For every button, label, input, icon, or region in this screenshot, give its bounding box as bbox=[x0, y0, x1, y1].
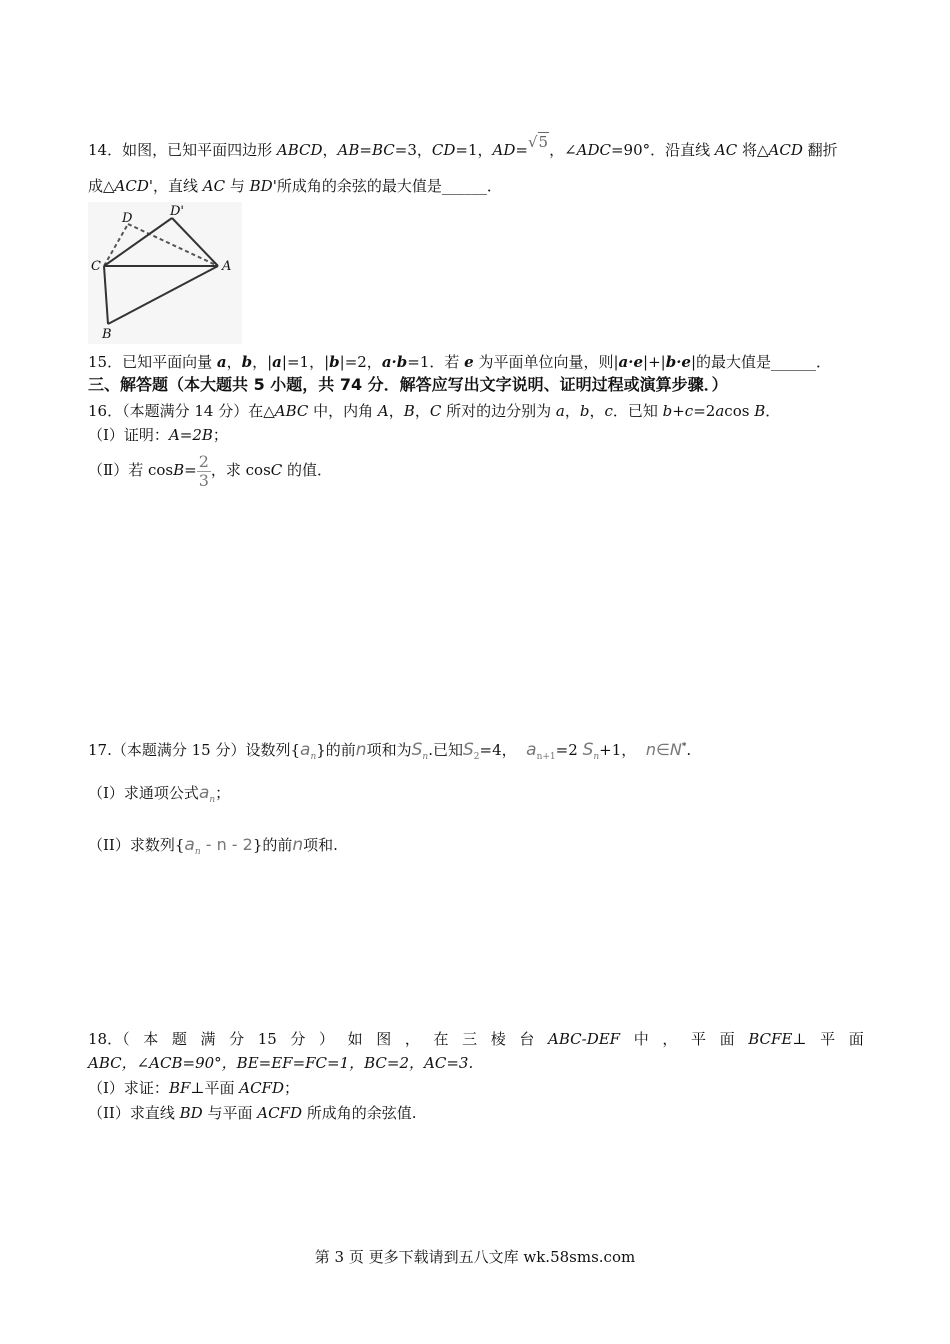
q18-p2b: BD bbox=[179, 1104, 203, 1122]
q18-t5: 15 bbox=[257, 1030, 277, 1048]
q17-p2-n: n bbox=[292, 835, 304, 855]
q15-be: b·e bbox=[665, 353, 691, 371]
q17-p2c: 项和. bbox=[303, 836, 338, 854]
q15-tb: ，| bbox=[252, 353, 273, 371]
q18-p1d: ACFD bbox=[239, 1079, 284, 1097]
q15-ae: a·e bbox=[618, 353, 644, 371]
q16-intro bbox=[88, 401, 780, 421]
q16-ia: 16．（本题满分 14 分）在△ bbox=[88, 402, 275, 420]
q16-p2b: ，求 cos bbox=[210, 461, 271, 479]
q16-ie: =2 bbox=[693, 402, 716, 420]
q17-Sn-sub: n bbox=[593, 752, 600, 762]
q18-t8: 如 bbox=[347, 1030, 363, 1048]
q16-c4: ， bbox=[589, 402, 605, 420]
q17-S2: S bbox=[462, 740, 474, 760]
q14-acd: ACD bbox=[768, 141, 803, 159]
q14-v3: =3， bbox=[394, 141, 432, 159]
q18-t21: 平 bbox=[820, 1030, 836, 1048]
q17-part1 bbox=[88, 780, 230, 813]
q18-p1b: BF bbox=[168, 1079, 191, 1097]
q16-ig: ． bbox=[765, 402, 781, 420]
q14-bdp: BD' bbox=[249, 177, 277, 195]
q15-td: |=2， bbox=[339, 353, 382, 371]
q17-ib: }的前 bbox=[316, 741, 356, 759]
q18-t6: 分 bbox=[290, 1030, 306, 1048]
q18-line1 bbox=[88, 1029, 864, 1049]
q15-tf: 为平面单位向量，则| bbox=[473, 353, 619, 371]
sqrt-symbol: √5 bbox=[527, 133, 549, 151]
q17-an: a bbox=[300, 740, 311, 760]
q18-part2 bbox=[88, 1103, 417, 1123]
q16-if: cos bbox=[724, 402, 755, 420]
q18-t18: 平 bbox=[690, 1030, 706, 1048]
q18-t19: 面 bbox=[719, 1030, 735, 1048]
section-3-heading: 三、解答题（本大题共 5 小题，共 74 分．解答应写出文字说明、证明过程或演算步骤．） bbox=[88, 375, 728, 394]
q15-tc: |=1，| bbox=[281, 353, 330, 371]
q14-abcd: ABCD bbox=[276, 141, 323, 159]
q17-p2-an: a bbox=[184, 835, 195, 855]
q16-p2B: B bbox=[173, 461, 185, 479]
q16-c3: ， bbox=[564, 402, 580, 420]
q17-p1: （I）求通项公式 bbox=[88, 784, 199, 802]
q16-part1 bbox=[88, 425, 228, 445]
q18-t4: 分 bbox=[229, 1030, 245, 1048]
q18-line2: ABC，∠ACB=90°，BE=EF=FC=1，BC=2，AC=3. bbox=[88, 1054, 474, 1072]
label-a: A bbox=[222, 259, 232, 274]
q17-if: =2 bbox=[555, 741, 578, 759]
q14-p2: 将△ bbox=[737, 141, 769, 159]
q15-b: b bbox=[241, 353, 253, 371]
label-b: B bbox=[102, 327, 112, 342]
q18-t22: 面 bbox=[848, 1030, 864, 1048]
q16-a: a bbox=[555, 402, 565, 420]
q16-c: c bbox=[604, 402, 613, 420]
q14-line1: 14．如图，已知平面四边形 ABCD，AB=BC=3，CD=1，AD=√5，∠ADC=90°．沿直线 AC 将△ACD 翻折 bbox=[88, 133, 838, 159]
q16-abc: ABC bbox=[274, 402, 309, 420]
q17-p2a: （II）求数列{ bbox=[88, 836, 185, 854]
label-c: C bbox=[91, 259, 101, 274]
q16-p2a: （Ⅱ）若 cos bbox=[88, 461, 174, 479]
q17-an1-sub: n+1 bbox=[536, 752, 556, 762]
q18-t14: 台 bbox=[519, 1030, 535, 1048]
q17-star: * bbox=[681, 742, 687, 752]
q17-S2-sub: 2 bbox=[473, 752, 480, 762]
q17-cond: n∈N bbox=[645, 740, 682, 759]
q14-cd: CD bbox=[431, 141, 456, 159]
sqrt-value: 5 bbox=[538, 133, 549, 151]
q18-t0: 18．（ bbox=[88, 1030, 130, 1048]
q15-ab: a·b bbox=[381, 353, 408, 371]
q14-ad: AD bbox=[492, 141, 516, 159]
q17-p1-end: ； bbox=[215, 784, 231, 802]
q14-ac: AC bbox=[714, 141, 738, 159]
q17-S: S bbox=[411, 740, 423, 760]
q17-an1: a bbox=[526, 740, 537, 760]
q14-eq2: = bbox=[515, 141, 528, 159]
q14-figure bbox=[88, 202, 242, 344]
q17-ie: =4， bbox=[479, 741, 517, 759]
q15-th: |的最大值是______． bbox=[690, 353, 832, 371]
q17-p2-sub: n bbox=[194, 847, 201, 857]
q18-t2: 题 bbox=[171, 1030, 187, 1048]
q15-a: a bbox=[216, 353, 227, 371]
q18-t12: 三 bbox=[462, 1030, 478, 1048]
q15-sep: ， bbox=[226, 353, 242, 371]
q17-an-sub: n bbox=[310, 752, 317, 762]
q18-t9: 图 bbox=[376, 1030, 392, 1048]
q17-p2-expr: - n - 2 bbox=[200, 835, 253, 854]
label-d: D bbox=[122, 211, 133, 226]
q14-l2b: ，直线 bbox=[153, 177, 203, 195]
q14-v1: =1， bbox=[455, 141, 493, 159]
q16-acos: a bbox=[715, 402, 725, 420]
q16-p1a: （Ⅰ）证明： bbox=[88, 426, 169, 444]
q14-ac2: AC bbox=[202, 177, 226, 195]
q14-l2d: 所成角的余弦的最大值是______． bbox=[276, 177, 502, 195]
q18-t7: ） bbox=[319, 1030, 335, 1048]
q16-id: ．已知 bbox=[612, 402, 663, 420]
q18-p2c: 与平面 bbox=[202, 1104, 258, 1122]
q15-te: =1．若 bbox=[407, 353, 465, 371]
q16-Bend: B bbox=[754, 402, 766, 420]
q15-e: e bbox=[464, 353, 474, 371]
q14-acdp: ACD' bbox=[114, 177, 154, 195]
q16-p2c: 的值． bbox=[282, 461, 333, 479]
q18-t17: ， bbox=[662, 1030, 678, 1048]
q16-p2eq: = bbox=[184, 461, 197, 479]
q14-angle: ，∠ bbox=[549, 141, 577, 159]
q14-l2c: 与 bbox=[225, 177, 250, 195]
fraction bbox=[197, 453, 211, 490]
q14-bc: BC bbox=[371, 141, 395, 159]
q16-C: C bbox=[429, 402, 442, 420]
q17-p1-sub: n bbox=[209, 795, 216, 805]
q14-text: 如图，已知平面四边形 bbox=[122, 141, 277, 159]
q15-tg: |+| bbox=[643, 353, 666, 371]
q15-a2: a bbox=[272, 353, 282, 371]
fraction-numerator: 2 bbox=[198, 451, 209, 471]
q17-ig: +1， bbox=[599, 741, 637, 759]
q17-part2 bbox=[88, 832, 338, 865]
q14-adc: ADC bbox=[576, 141, 611, 159]
q18-p1c: ⊥平面 bbox=[190, 1079, 240, 1097]
q14-deg: =90°．沿直线 bbox=[610, 141, 715, 159]
q18-t11: 在 bbox=[433, 1030, 449, 1048]
q15-line bbox=[88, 352, 831, 372]
q16-ic: 所对的边分别为 bbox=[441, 402, 556, 420]
q17-p1-an: a bbox=[198, 783, 210, 803]
q16-expr: b+c bbox=[662, 402, 694, 420]
q18-t16: 中 bbox=[633, 1030, 649, 1048]
q18-p2a: （II）求直线 bbox=[88, 1104, 180, 1122]
q18-t10: ， bbox=[404, 1030, 420, 1048]
q14-number: 14． bbox=[88, 141, 123, 159]
q14-ab: AB bbox=[337, 141, 360, 159]
q16-ib: 中，内角 bbox=[308, 402, 378, 420]
q14-l2a: 成△ bbox=[88, 177, 115, 195]
label-dprime: D' bbox=[170, 204, 184, 219]
q16-b: b bbox=[579, 402, 590, 420]
q18-t13: 棱 bbox=[490, 1030, 506, 1048]
q18-t15: ABC-DEF bbox=[548, 1030, 621, 1048]
q17-ic: 项和为 bbox=[366, 741, 412, 759]
fraction-denominator: 3 bbox=[198, 470, 209, 490]
q18-t3: 满 bbox=[200, 1030, 216, 1048]
q17-ia: 17.（本题满分 15 分）设数列{ bbox=[88, 741, 301, 759]
q17-n: n bbox=[355, 740, 367, 760]
q18-t1: 本 bbox=[143, 1030, 159, 1048]
q15-ta: 15．已知平面向量 bbox=[88, 353, 217, 371]
q16-p1b: ； bbox=[212, 426, 228, 444]
page-footer: 第 3 页 更多下载请到五八文库 wk.58sms.com bbox=[314, 1248, 636, 1266]
q18-t20: BCFE⊥ bbox=[748, 1030, 807, 1048]
q17-ih: . bbox=[686, 741, 692, 759]
q17-intro bbox=[88, 734, 691, 770]
q17-S-sub: n bbox=[422, 752, 429, 762]
q18-p1a: （I）求证： bbox=[88, 1079, 169, 1097]
q16-B: B bbox=[403, 402, 415, 420]
q18-p2d: ACFD bbox=[257, 1104, 302, 1122]
q16-c1: ， bbox=[388, 402, 404, 420]
q15-b2: b bbox=[329, 353, 340, 371]
q16-c2: ， bbox=[414, 402, 430, 420]
q14-eq: = bbox=[359, 141, 372, 159]
q17-p2b: }的前 bbox=[252, 836, 293, 854]
q18-p2e: 所成角的余弦值. bbox=[301, 1104, 417, 1122]
q18-p1e: ； bbox=[284, 1079, 300, 1097]
q17-id: .已知 bbox=[428, 741, 463, 759]
q14-p3: 翻折 bbox=[802, 141, 838, 159]
q17-Sn: S bbox=[582, 740, 594, 760]
q18-part1 bbox=[88, 1078, 299, 1098]
q14-line2 bbox=[88, 176, 502, 196]
q16-A: A bbox=[377, 402, 389, 420]
q16-p2C: C bbox=[270, 461, 283, 479]
q16-part2 bbox=[88, 452, 332, 490]
q16-p1-expr: A=2B bbox=[168, 426, 213, 444]
